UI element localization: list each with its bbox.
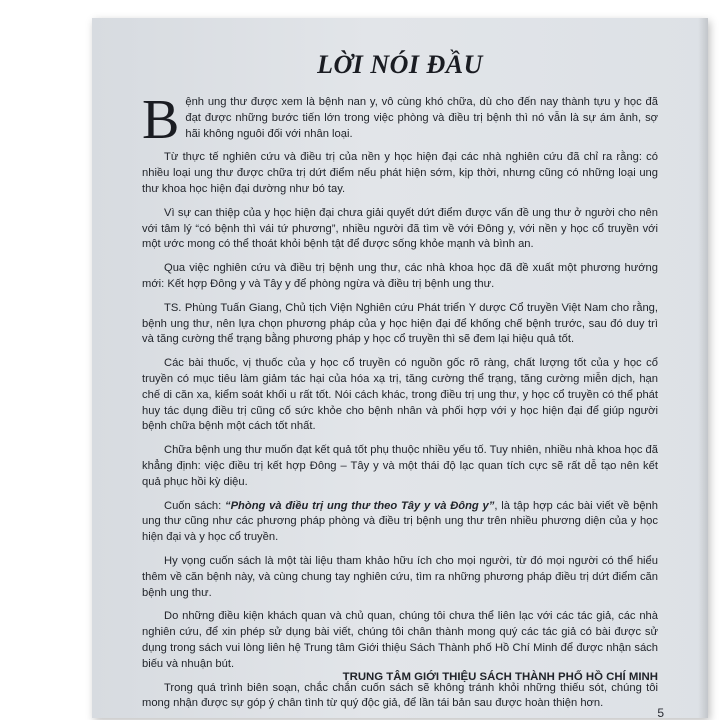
paragraph-10: Do những điều kiện khách quan và chủ quan, chúng tôi chưa thể liên lạc với các tác giả, các nhà nghiên cứu, để xin phép sử dụng bài viết, chúng tôi chân thành mong quý các tác giả có bài được sử dụng trong sách vui lòng liên hệ Trung tâm Giới thiệu Sách Thành phố Hồ Chí Minh để được nhận sách biếu và nhuận bút. xyxy=(142,610,658,670)
paragraph-8 xyxy=(142,499,658,546)
paragraph-6: Các bài thuốc, vị thuốc của y học cổ truyền có nguồn gốc rõ ràng, chất lượng tốt của y học cổ truyền có mục tiêu làm giảm tác hại của hóa xạ trị, tăng cường thể trạng, tăng cường miễn dịch, hạn chế di căn xa, kiểm soát khối u rất tốt. Nói cách khác, trong điều trị ung thư, y học cổ truyền có thể phát huy tác dụng điều trị cũng cố sức khỏe cho bệnh nhân và phối hợp với y học hiện đại để giúp người bệnh chữa bệnh một cách tốt nhất. xyxy=(142,357,658,433)
paragraph-2: Từ thực tế nghiên cứu và điều trị của nền y học hiện đại các nhà nghiên cứu đã chỉ ra rằng: có nhiều loại ung thư được chữa trị dứt điểm nếu phát hiện sớm, kịp thời, nhưng cũng có những loại ung thư khoa học hiện đại dường như bó tay. xyxy=(142,151,658,195)
page-title: LỜI NÓI ĐẦU xyxy=(317,50,483,79)
page-edge-shadow xyxy=(698,18,708,718)
paragraph-8-prefix: Cuốn sách: xyxy=(164,499,225,512)
paragraph-1-text: ệnh ung thư được xem là bệnh nan y, vô cùng khó chữa, dù cho đến nay thành tựu y học đã đạt được những bước tiến lớn trong việc phòng và điều trị bệnh thì nó vẫn là sự ám ảnh, sợ hãi không nguôi đối với nhân loại. xyxy=(185,96,658,140)
book-title: “Phòng và điều trị ung thư theo Tây y và Đông y” xyxy=(225,499,495,512)
preface-body xyxy=(142,89,658,720)
page-number: 5 xyxy=(657,706,664,720)
paragraph-7: Chữa bệnh ung thư muốn đạt kết quả tốt phụ thuộc nhiều yếu tố. Tuy nhiên, nhiều nhà khoa học đã khẳng định: việc điều trị kết hợp Đông – Tây y và một thái độ lạc quan tích cực sẽ rất dễ tạo nên kết quả phục hồi kỳ diệu. xyxy=(142,444,658,488)
paragraph-11: Trong quá trình biên soạn, chắc chắn cuốn sách sẽ không tránh khỏi những thiếu sót, chúng tôi mong nhận được sự góp ý chân tình từ quý độc giả, để lần tái bản sau được hoàn thiện hơn. xyxy=(142,681,658,710)
book-page xyxy=(92,18,708,718)
drop-cap: B xyxy=(142,89,180,151)
paragraph-9: Hy vọng cuốn sách là một tài liệu tham khảo hữu ích cho mọi người, từ đó mọi người có thể hiểu thêm về căn bệnh này, và cùng chung tay nghiên cứu, tìm ra những phương pháp điều trị dứt điểm căn bệnh ung thư. xyxy=(142,554,658,599)
paragraph-1 xyxy=(142,89,658,151)
paragraph-5: TS. Phùng Tuấn Giang, Chủ tịch Viện Nghiên cứu Phát triển Y dược Cổ truyền Việt Nam cho rằng, bệnh ung thư, nên lựa chọn phương pháp của y học hiện đại để khống chế bệnh trước, sau đó duy trì và tăng cường thể trạng bằng phương pháp y học cổ truyền thì sẽ đem lại hiệu quả tốt. xyxy=(142,301,658,346)
paragraph-3: Vì sự can thiệp của y học hiện đại chưa giải quyết dứt điểm được vấn đề ung thư ở người cho nên với tâm lý “có bệnh thì vái tứ phương”, nhiều người đã tìm về với Đông y, với nền y học cổ truyền với một ước mong có thể thoát khỏi bệnh tật để được sống khỏe mạnh và bình an. xyxy=(142,206,658,251)
paragraph-4: Qua việc nghiên cứu và điều trị bệnh ung thư, các nhà khoa học đã đề xuất một phương hướng mới: Kết hợp Đông y và Tây y để phòng ngừa và điều trị bệnh ung thư. xyxy=(142,262,658,290)
signature: TRUNG TÂM GIỚI THIỆU SÁCH THÀNH PHỐ HỒ CHÍ MINH xyxy=(342,671,658,683)
paragraph-8-text: , là tập hợp các bài viết về bệnh ung thư cũng như các phương pháp phòng và điều trị bệnh ung thư trên nhiều phương diện của y học hiện đại và y học cổ truyền. xyxy=(142,499,658,544)
